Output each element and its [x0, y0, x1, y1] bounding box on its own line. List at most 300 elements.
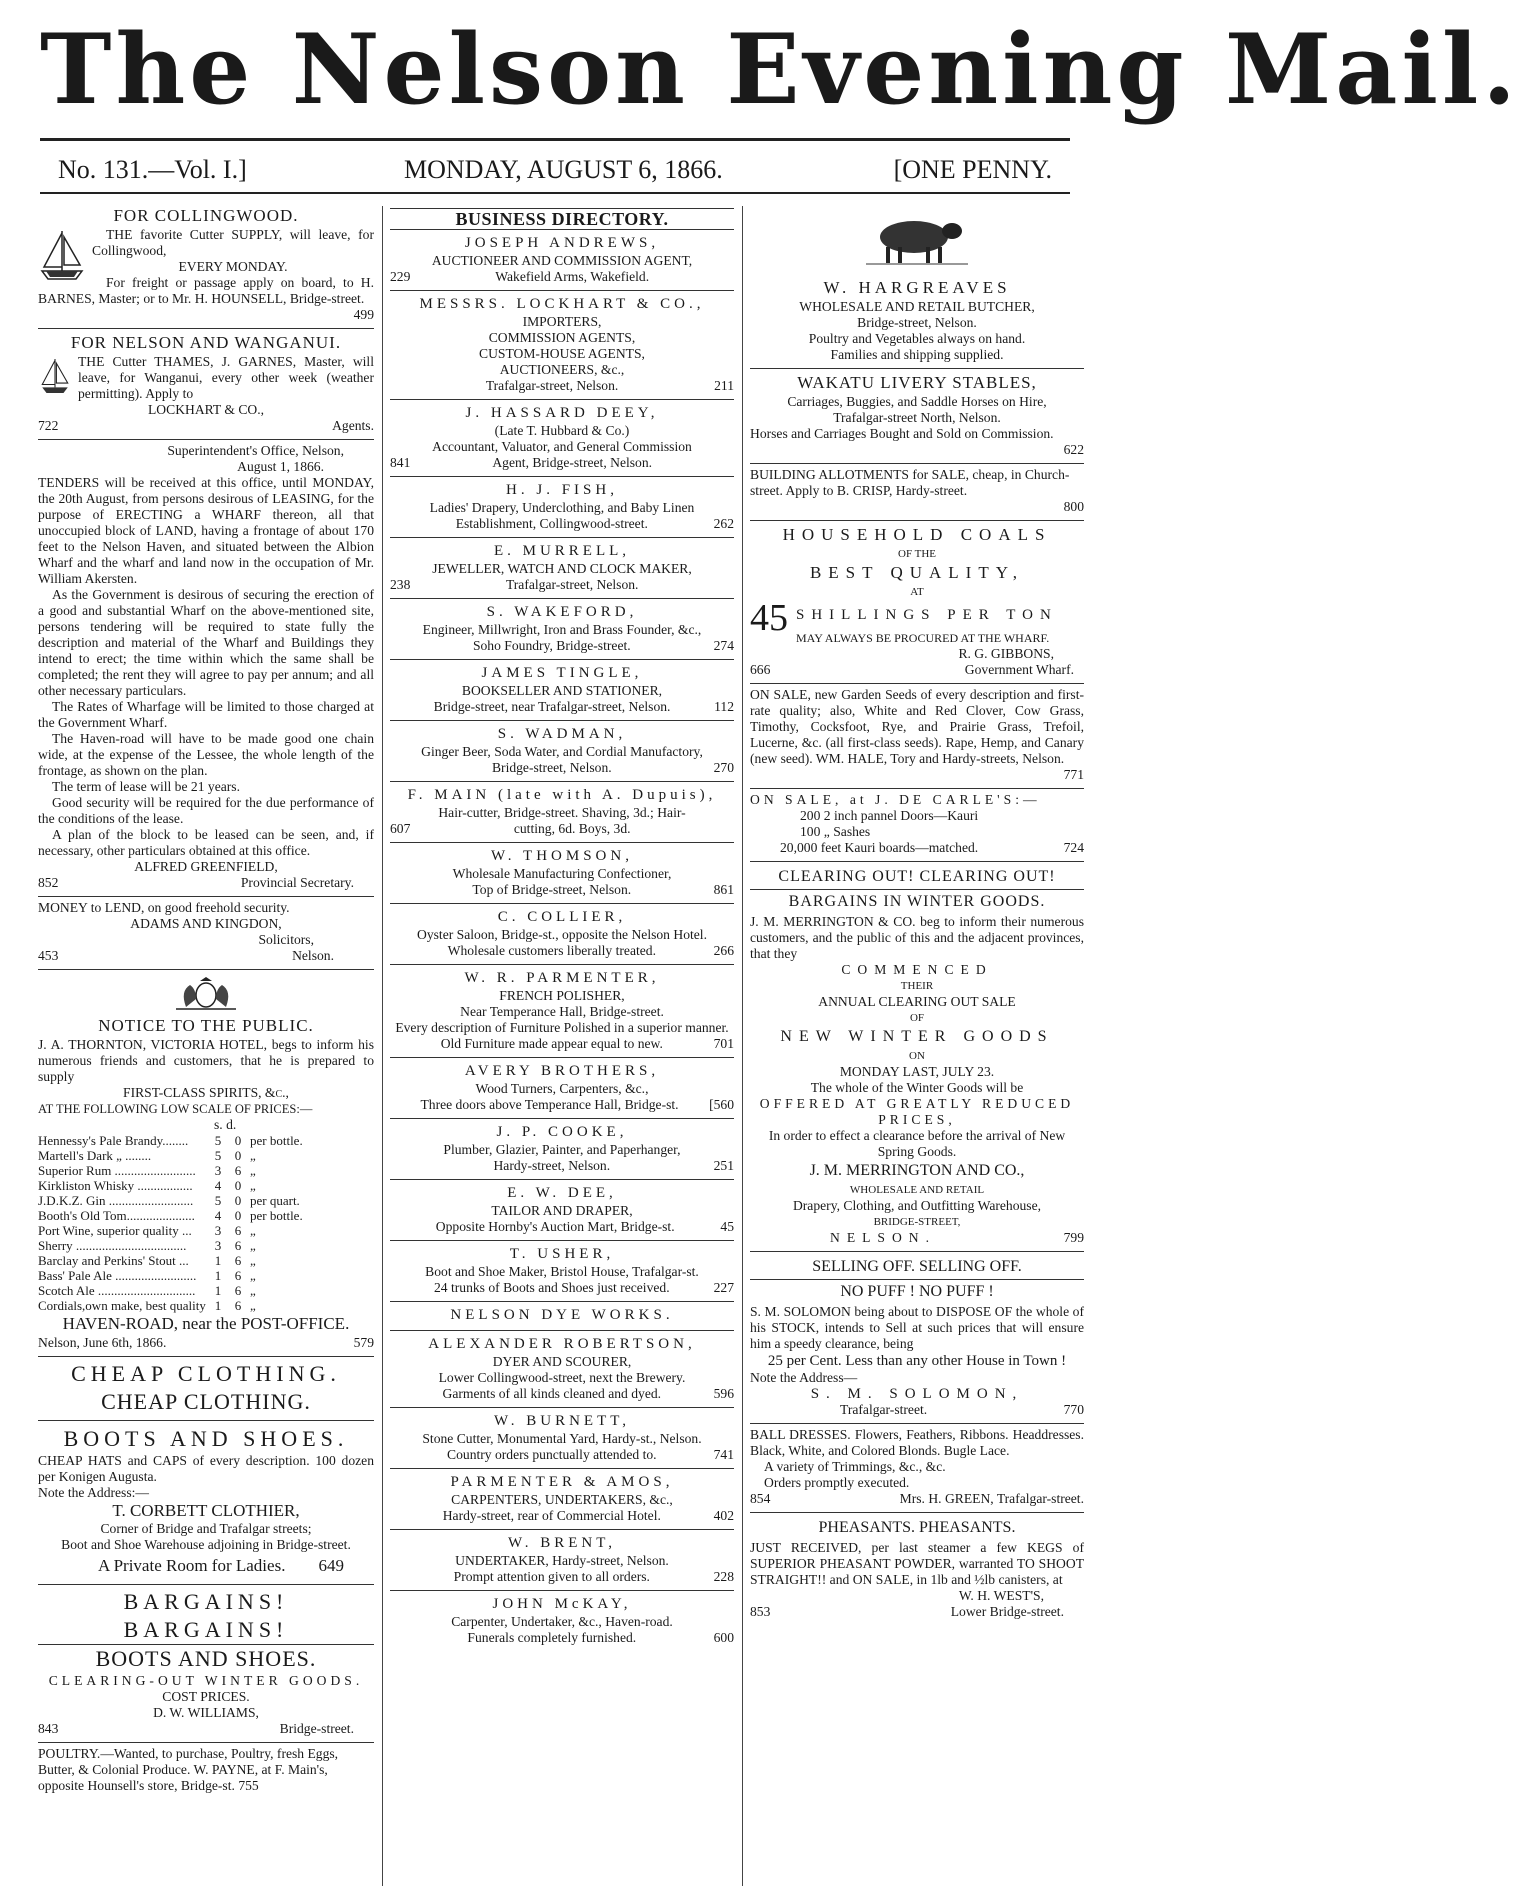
clothing-title-3: BOOTS AND SHOES.: [38, 1420, 374, 1453]
price-row: [38, 1163, 374, 1178]
merrington-drapery: Drapery, Clothing, and Outfitting Warehouse,: [792, 1198, 1042, 1213]
directory-entry-line: Wholesale Manufacturing Confectioner,: [452, 866, 672, 881]
sailing-ship-icon: [38, 354, 72, 398]
business-directory: [390, 230, 734, 1651]
directory-entry-ref: 861: [713, 882, 734, 897]
ad-heading: WAKATU LIVERY STABLES,: [797, 373, 1037, 392]
ad-body: MONEY to LEND, on good freehold security.: [38, 900, 290, 915]
ad-collingwood: [38, 202, 374, 329]
ad-body: ON SALE, new Garden Seeds of every description and first-rate quality; also, White and Red Clover, Cow Grass, Timothy, Cocksfoot, Rye, and Prairie Grass, Trefoil, Lucerne, &c. (all first-class seeds). Rape, Hemp, and Canary (new seed). WM. HALE, Tory and Hardy-streets, Nelson.: [750, 687, 1084, 766]
price-row: [38, 1253, 374, 1268]
price-unit: „: [250, 1178, 256, 1193]
merrington-commenced: COMMENCED: [841, 962, 993, 977]
merrington-of: OF: [909, 1012, 925, 1024]
directory-entry-line: UNDERTAKER, Hardy-street, Nelson.: [455, 1553, 669, 1568]
directory-entry: [390, 1591, 734, 1651]
directory-entry-line: JEWELLER, WATCH AND CLOCK MAKER,: [432, 561, 692, 576]
ad-dresses: [750, 1424, 1084, 1513]
tender-p3: The Rates of Wharfage will be limited to those charged at the Government Wharf.: [38, 699, 374, 730]
price-item: Hennessy's Pale Brandy........: [38, 1133, 189, 1148]
price-item: Sherry ..................................: [38, 1238, 187, 1253]
notice-scale: AT THE FOLLOWING LOW SCALE OF PRICES:—: [38, 1102, 313, 1116]
ad-ref: 724: [1063, 840, 1084, 855]
directory-entry-name: E. MURRELL,: [493, 543, 631, 559]
price-unit: „: [250, 1298, 256, 1313]
ad-ref: 499: [353, 307, 374, 322]
directory-entry-line: Hair-cutter, Bridge-street. Shaving, 3d.; Hair-: [438, 805, 686, 820]
tender-p1: TENDERS will be received at this office, until MONDAY, the 20th August, from persons desirous of LEASING, for the purpose of ERECTING a WHARF thereon, all that unoccupied block of LAND, having a frontage of about 170 feet to the Nelson Haven, and situated between the Albion Wharf and the wharf and land now in the occupation of Mr. William Akersten.: [38, 475, 374, 586]
directory-entry: [390, 400, 734, 477]
coals-title-2: OF THE: [898, 548, 936, 560]
price-shillings: 3: [214, 1238, 222, 1253]
masthead-title: The Nelson Evening Mail.: [40, 13, 1520, 126]
coals-title-6: MAY ALWAYS BE PROCURED AT THE WHARF.: [796, 631, 1050, 645]
ad-ref: 453: [38, 948, 59, 963]
price-item: Cordials,own make, best quality: [38, 1298, 206, 1313]
ad-body: THE Cutter THAMES, J. GARNES, Master, will leave, for Wanganui, every other week (weather permitting). Apply to: [78, 354, 374, 401]
bargains-title-2: BOOTS AND SHOES.: [38, 1644, 374, 1673]
ad-firm: ADAMS AND KINGDON,: [130, 916, 282, 931]
directory-entry-address: 24 trunks of Boots and Shoes just received.: [434, 1280, 670, 1295]
price-item: J.D.K.Z. Gin ..........................: [38, 1193, 194, 1208]
ad-body: S. M. SOLOMON being about to DISPOSE OF the whole of his STOCK, intends to Sell at such prices that will ensure him a speedy clearance, being: [750, 1304, 1084, 1351]
price-pence: 6: [234, 1238, 242, 1253]
dresses-line-3: Orders promptly executed.: [764, 1475, 910, 1490]
directory-entry-line: Oyster Saloon, Bridge-st., opposite the Nelson Hotel.: [417, 927, 707, 942]
price-unit: „: [250, 1163, 256, 1178]
merrington-monday: MONDAY LAST, JULY 23.: [839, 1064, 995, 1079]
ad-seeds: [750, 684, 1084, 789]
price-pence: 0: [234, 1148, 242, 1163]
ad-butcher: [750, 202, 1084, 369]
ad-heading: PHEASANTS. PHEASANTS.: [818, 1519, 1016, 1536]
directory-entry-address: Agent, Bridge-street, Nelson.: [492, 455, 653, 470]
ad-body: ON SALE, at J. DE CARLE'S:—: [750, 792, 1041, 807]
directory-entry-name: T. USHER,: [509, 1246, 615, 1262]
directory-entry: [390, 1058, 734, 1119]
price-shillings: 1: [214, 1283, 222, 1298]
price-shillings: 3: [214, 1163, 222, 1178]
business-directory-title: BUSINESS DIRECTORY.: [390, 208, 734, 230]
directory-entry: [390, 599, 734, 660]
price-row: [38, 1208, 374, 1223]
ad-heading: FOR COLLINGWOOD.: [113, 206, 299, 225]
price-row: [38, 1193, 374, 1208]
clothing-title-2: CHEAP CLOTHING.: [101, 1389, 311, 1414]
price-row: [38, 1283, 374, 1298]
directory-entry-name: F. MAIN (late with A. Dupuis),: [407, 787, 717, 803]
ad-body: CHEAP HATS and CAPS of every description. 100 dozen per Konigen Augusta.: [38, 1453, 374, 1484]
directory-entry-ref: 228: [713, 1569, 734, 1584]
ad-tenders: [38, 440, 374, 897]
directory-entry-ref: [560: [709, 1097, 734, 1112]
directory-entry-line: COMMISSION AGENTS,: [488, 330, 636, 345]
price-shillings: 5: [214, 1133, 222, 1148]
column-left: [38, 202, 374, 1898]
livery-line-3: Horses and Carriages Bought and Sold on Commission.: [750, 426, 1054, 441]
solomon-name: S. M. SOLOMON,: [810, 1386, 1024, 1402]
price-pence: 6: [234, 1223, 242, 1238]
directory-entry-address: Opposite Hornby's Auction Mart, Bridge-st.: [435, 1219, 675, 1234]
ad-ref: 854: [750, 1491, 771, 1506]
directory-entry-ref: 262: [713, 516, 734, 531]
price-item: Barclay and Perkins' Stout ...: [38, 1253, 189, 1268]
ad-agent: LOCKHART & CO.,: [148, 402, 264, 417]
directory-entry-address: Three doors above Temperance Hall, Bridge-st.: [420, 1097, 679, 1112]
directory-entry-ref: 607: [390, 821, 411, 836]
ad-body: J. M. MERRINGTON & CO. beg to inform their numerous customers, and the public of this and the adjacent provinces, that they: [750, 914, 1084, 961]
directory-entry: [390, 782, 734, 843]
price-unit: „: [250, 1253, 256, 1268]
ad-place: Nelson.: [292, 948, 334, 963]
directory-entry-address: Hardy-street, Nelson.: [493, 1158, 611, 1173]
livery-line-2: Trafalgar-street North, Nelson.: [833, 410, 1001, 425]
directory-entry-address: Garments of all kinds cleaned and dyed.: [442, 1386, 662, 1401]
directory-entry-address: Prompt attention given to all orders.: [453, 1569, 650, 1584]
ad-heading: NOTICE TO THE PUBLIC.: [98, 1016, 314, 1035]
directory-entry: [390, 1180, 734, 1241]
ad-poultry: [38, 1743, 374, 1799]
ad-notice: [38, 970, 374, 1357]
price-item: Booth's Old Tom.....................: [38, 1208, 195, 1223]
issue-number: No. 131.—Vol. I.]: [58, 155, 247, 184]
directory-entry-ref: 741: [713, 1447, 734, 1462]
directory-entry-name: C. COLLIER,: [497, 909, 627, 925]
ad-livery: [750, 369, 1084, 464]
price-unit: „: [250, 1268, 256, 1283]
ad-wanganui: [38, 329, 374, 440]
directory-entry-ref: 600: [713, 1630, 734, 1645]
ad-body: BUILDING ALLOTMENTS for SALE, cheap, in Church-street. Apply to B. CRISP, Hardy-street.: [750, 467, 1070, 498]
directory-entry-line: AUCTIONEERS, &c.,: [499, 362, 625, 377]
directory-entry-line: TAILOR AND DRAPER,: [491, 1203, 633, 1218]
clothing-name: T. CORBETT CLOTHIER,: [112, 1501, 300, 1520]
clothing-addr-2: Boot and Shoe Warehouse adjoining in Bridge-street.: [61, 1537, 351, 1552]
tender-role: Provincial Secretary.: [240, 875, 354, 890]
directory-entry-line: Every description of Furniture Polished in a superior manner.: [395, 1020, 729, 1035]
price-row: [38, 1238, 374, 1253]
directory-entry-ref: 270: [713, 760, 734, 775]
column-middle: [390, 202, 734, 1898]
directory-entry-line: Plumber, Glazier, Painter, and Paperhanger,: [443, 1142, 681, 1157]
directory-entry: [390, 721, 734, 782]
clothing-private: A Private Room for Ladies.: [98, 1556, 286, 1575]
coals-title-1: HOUSEHOLD COALS: [782, 525, 1052, 544]
notice-sd: s. d.: [214, 1117, 237, 1132]
solomon-pct: 25 per Cent. Less than any other House in Town !: [767, 1353, 1067, 1369]
merrington-new-winter: NEW WINTER GOODS: [780, 1028, 1054, 1045]
price-row: [38, 1268, 374, 1283]
directory-entry-line: Boot and Shoe Maker, Bristol House, Trafalgar-st.: [425, 1264, 699, 1279]
ad-ref: 649: [318, 1556, 344, 1575]
butcher-name: W. HARGREAVES: [823, 278, 1011, 297]
ad-coals: [750, 521, 1084, 684]
directory-entry-line: IMPORTERS,: [522, 314, 602, 329]
price-item: Port Wine, superior quality ...: [38, 1223, 192, 1238]
tender-office: Superintendent's Office, Nelson,: [167, 443, 344, 458]
price-unit: per bottle.: [250, 1133, 303, 1148]
merrington-order: In order to effect a clearance before the arrival of New Spring Goods.: [768, 1128, 1066, 1159]
directory-entry-ref: 112: [714, 699, 734, 714]
directory-entry-name: E. W. DEE,: [507, 1185, 617, 1201]
ad-ref: 800: [1063, 499, 1084, 514]
merrington-street: BRIDGE-STREET,: [873, 1216, 961, 1228]
directory-entry: [390, 965, 734, 1058]
directory-entry-name: PARMENTER & AMOS,: [450, 1474, 674, 1490]
ad-body: POULTRY.—Wanted, to purchase, Poultry, fresh Eggs, Butter, & Colonial Produce. W. PAYNE, at F. Main's, opposite Hounsell's store, Bridge-st.: [38, 1746, 339, 1793]
merrington-title-2: BARGAINS IN WINTER GOODS.: [750, 889, 1084, 914]
directory-entry-address: Wholesale customers liberally treated.: [447, 943, 656, 958]
coals-title-3: BEST QUALITY,: [809, 563, 1025, 582]
directory-entry-name: JOSEPH ANDREWS,: [464, 235, 660, 251]
ad-solomon: [750, 1252, 1084, 1424]
ad-body: JUST RECEIVED, per last steamer a few KEGS of SUPERIOR PHEASANT POWDER, warranted TO SHOOT STRAIGHT!! and ON SALE, in 1lb and ½lb canisters, at: [750, 1540, 1084, 1587]
coals-role: Government Wharf.: [964, 662, 1074, 677]
ad-ref: 755: [238, 1778, 259, 1793]
directory-entry-name: AVERY BROTHERS,: [464, 1063, 660, 1079]
merrington-ws: WHOLESALE AND RETAIL: [849, 1184, 985, 1196]
directory-entry-address: Hardy-street, rear of Commercial Hotel.: [442, 1508, 661, 1523]
tender-p5: The term of lease will be 21 years.: [52, 779, 240, 794]
price-shillings: 5: [214, 1193, 222, 1208]
directory-entry-name: H. J. FISH,: [506, 482, 618, 498]
directory-entry-line: Lower Collingwood-street, next the Brewery.: [438, 1370, 686, 1385]
coals-name: R. G. GIBBONS,: [958, 646, 1054, 661]
dateline-rule: [40, 192, 1070, 194]
tender-p2: As the Government is desirous of securing the erection of a good and substantial Wharf on the above-mentioned site, persons tendering will be required to state fully the description and material of the Wharf and Buildings they intend to erect; the time within which the same shall be completed; the rent they will agree to pay per annum; and all other necessary particulars.: [38, 587, 374, 698]
directory-entry: [390, 538, 734, 599]
price-item: Martell's Dark „ ........: [38, 1148, 152, 1163]
ad-ref: 722: [38, 418, 59, 433]
directory-entry-line: (Late T. Hubbard & Co.): [494, 423, 630, 438]
ad-pheasants: [750, 1513, 1084, 1625]
merrington-annual: ANNUAL CLEARING OUT SALE: [818, 994, 1016, 1009]
price-unit: „: [250, 1283, 256, 1298]
ad-ref: 771: [1063, 767, 1084, 782]
ad-merrington: [750, 862, 1084, 1252]
directory-entry-name: MESSRS. LOCKHART & CO.,: [419, 296, 705, 312]
merrington-firm: J. M. MERRINGTON AND CO.,: [809, 1162, 1025, 1179]
carles-line-2: 100 „ Sashes: [800, 824, 871, 839]
directory-entry: [390, 1408, 734, 1469]
butcher-line-2: Bridge-street, Nelson.: [857, 315, 977, 330]
price-shillings: 4: [214, 1208, 222, 1223]
directory-entry-address: Soho Foundry, Bridge-street.: [472, 638, 631, 653]
price-shillings: 1: [214, 1253, 222, 1268]
directory-entry-name: S. WAKEFORD,: [486, 604, 638, 620]
merrington-whole: The whole of the Winter Goods will be: [810, 1080, 1024, 1095]
directory-entry-ref: 701: [713, 1036, 734, 1051]
royal-arms-icon: [166, 977, 246, 1011]
butcher-line-1: WHOLESALE AND RETAIL BUTCHER,: [799, 299, 1035, 314]
ad-ref: 852: [38, 875, 59, 890]
sheep-icon: [862, 211, 972, 267]
price-pence: 6: [234, 1253, 242, 1268]
directory-entry-line: Near Temperance Hall, Bridge-street.: [460, 1004, 664, 1019]
livery-line-1: Carriages, Buggies, and Saddle Horses on Hire,: [787, 394, 1047, 409]
dresses-name: Mrs. H. GREEN, Trafalgar-street.: [899, 1491, 1084, 1506]
directory-entry-name: S. WADMAN,: [497, 726, 627, 742]
directory-entry-ref: 227: [713, 1280, 734, 1295]
price-pence: 0: [234, 1208, 242, 1223]
directory-entry-address: Country orders punctually attended to.: [447, 1447, 657, 1462]
merrington-offered: OFFERED AT GREATLY REDUCED PRICES,: [759, 1096, 1075, 1127]
directory-entry: [390, 843, 734, 904]
ad-money: [38, 897, 374, 970]
ad-body: THE favorite Cutter SUPPLY, will leave, for Collingwood,: [92, 227, 374, 258]
ad-allotments: [750, 464, 1084, 521]
directory-entry-address: Funerals completely furnished.: [467, 1630, 637, 1645]
column-right: [750, 202, 1084, 1898]
price-unit: „: [250, 1148, 256, 1163]
pheasants-name: W. H. WEST'S,: [958, 1588, 1044, 1603]
ad-decarle: [750, 789, 1084, 862]
directory-entry: [390, 1530, 734, 1591]
directory-entry-address: Trafalgar-street, Nelson.: [485, 378, 619, 393]
price-row: [38, 1148, 374, 1163]
directory-entry-line: BOOKSELLER AND STATIONER,: [461, 683, 663, 698]
directory-entry-address: Bridge-street, near Trafalgar-street, Nelson.: [433, 699, 671, 714]
directory-entry: [390, 477, 734, 538]
directory-entry-name: W. R. PARMENTER,: [464, 970, 660, 986]
price-item: Kirkliston Whisky .................: [38, 1178, 193, 1193]
column-divider: [742, 206, 743, 1886]
price-shillings: 4: [214, 1178, 222, 1193]
merrington-town: NELSON.: [830, 1230, 937, 1245]
price-pence: 6: [234, 1163, 242, 1178]
directory-entry-ref: 45: [720, 1219, 734, 1234]
price-unit: per quart.: [250, 1193, 300, 1208]
price-item: Bass' Pale Ale .........................: [38, 1268, 197, 1283]
ad-day: EVERY MONDAY.: [178, 259, 288, 274]
notice-address: HAVEN-ROAD, near the POST-OFFICE.: [62, 1314, 350, 1333]
ad-body: J. A. THORNTON, VICTORIA HOTEL, begs to inform his numerous friends and customers, that he is prepared to supply: [38, 1037, 374, 1084]
directory-entry-name: W. BURNETT,: [493, 1413, 631, 1429]
butcher-line-3: Poultry and Vegetables always on hand.: [808, 331, 1026, 346]
coals-price: 45: [750, 597, 788, 639]
clothing-title-1: CHEAP CLOTHING.: [71, 1361, 341, 1386]
clothing-addr-1: Corner of Bridge and Trafalgar streets;: [100, 1521, 312, 1536]
sailing-ship-icon: [38, 227, 86, 283]
directory-entry-name: W. BRENT,: [507, 1535, 617, 1551]
merrington-title-1: CLEARING OUT! CLEARING OUT!: [778, 868, 1056, 885]
price-item: Superior Rum .........................: [38, 1163, 196, 1178]
ad-ref: 622: [1063, 442, 1084, 457]
directory-entry-address: Top of Bridge-street, Nelson.: [472, 882, 632, 897]
price-list: [38, 1133, 374, 1313]
column-divider: [382, 206, 383, 1886]
directory-entry-line: Engineer, Millwright, Iron and Brass Founder, &c.,: [422, 622, 702, 637]
directory-entry-ref: 251: [713, 1158, 734, 1173]
dateline: [40, 150, 1070, 190]
bargains-name: D. W. WILLIAMS,: [153, 1705, 259, 1720]
issue-date: MONDAY, AUGUST 6, 1866.: [404, 155, 723, 184]
directory-entry-ref: 211: [714, 378, 734, 393]
directory-entry: [390, 291, 734, 400]
directory-entry: [390, 660, 734, 721]
ad-role: Solicitors,: [258, 932, 314, 947]
directory-entry-line: DYER AND SCOURER,: [492, 1354, 632, 1369]
price-shillings: 1: [214, 1268, 222, 1283]
clothing-note: Note the Address:—: [38, 1485, 149, 1500]
tender-signed: ALFRED GREENFIELD,: [134, 859, 278, 874]
directory-entry-line: FRENCH POLISHER,: [499, 988, 625, 1003]
directory-entry: [390, 1469, 734, 1530]
directory-entry: [390, 1119, 734, 1180]
directory-entry-ref: 229: [390, 269, 411, 284]
ad-body: CLEARING-OUT WINTER GOODS.: [48, 1673, 364, 1688]
solomon-title-1: SELLING OFF. SELLING OFF.: [812, 1258, 1022, 1275]
directory-entry-ref: 402: [713, 1508, 734, 1523]
directory-entry-ref: 596: [713, 1386, 734, 1401]
ad-ref: 843: [38, 1721, 59, 1736]
ad-heading: FOR NELSON AND WANGANUI.: [70, 333, 342, 352]
price-pence: 6: [234, 1283, 242, 1298]
directory-entry-line: Stone Cutter, Monumental Yard, Hardy-st., Nelson.: [422, 1431, 702, 1446]
solomon-street: Trafalgar-street.: [840, 1402, 928, 1417]
ad-agents-label: Agents.: [332, 418, 374, 433]
price-row: [38, 1133, 374, 1148]
ad-ref: 666: [750, 662, 771, 677]
directory-entry-line: AUCTIONEER AND COMMISSION AGENT,: [431, 253, 693, 268]
ad-clothing: [38, 1357, 374, 1585]
bargains-cost: COST PRICES.: [162, 1689, 250, 1704]
ad-ref: 853: [750, 1604, 771, 1619]
price-pence: 0: [234, 1133, 242, 1148]
price-pence: 0: [234, 1178, 242, 1193]
tender-p6: Good security will be required for the due performance of the conditions of the lease.: [38, 795, 374, 826]
price-shillings: 5: [214, 1148, 222, 1163]
price-unit: per bottle.: [250, 1208, 303, 1223]
directory-entry-name: J. P. COOKE,: [496, 1124, 628, 1140]
directory-entry-address: Trafalgar-street, Nelson.: [505, 577, 639, 592]
price-row: [38, 1223, 374, 1238]
notice-dated: Nelson, June 6th, 1866.: [38, 1335, 167, 1350]
ad-bargains: [38, 1585, 374, 1743]
directory-entry-ref: 266: [713, 943, 734, 958]
carles-line-3: 20,000 feet Kauri boards—matched.: [780, 840, 979, 855]
ad-body-2: For freight or passage apply on board, to H. BARNES, Master; or to Mr. H. HOUNSELL, Bridge-street.: [38, 275, 374, 306]
tender-p4: The Haven-road will have to be made good one chain wide, at the expense of the Lessee, the whole length of the frontage, as shown on the plan.: [38, 731, 374, 778]
coals-title-4: AT: [910, 586, 924, 598]
directory-entry-name: JAMES TINGLE,: [481, 665, 643, 681]
pheasants-street: Lower Bridge-street.: [950, 1604, 1064, 1619]
bargains-title-1: BARGAINS! BARGAINS!: [123, 1589, 289, 1642]
butcher-line-4: Families and shipping supplied.: [830, 347, 1004, 362]
directory-entry-line: Ginger Beer, Soda Water, and Cordial Manufactory,: [421, 744, 703, 759]
directory-entry-ref: 841: [390, 455, 411, 470]
notice-spirits: FIRST-CLASS SPIRITS, &c.,: [123, 1085, 289, 1100]
price-shillings: 1: [214, 1298, 222, 1313]
directory-entry-name: NELSON DYE WORKS.: [450, 1307, 674, 1323]
price-row: [38, 1178, 374, 1193]
directory-entry-address: Bridge-street, Nelson.: [491, 760, 612, 775]
directory-entry: [390, 1331, 734, 1408]
directory-entry-name: ALEXANDER ROBERTSON,: [428, 1336, 696, 1352]
merrington-their: THEIR: [900, 980, 934, 992]
directory-entry: [390, 230, 734, 291]
tender-p7: A plan of the block to be leased can be seen, and, if necessary, other particulars obtained at this office.: [38, 827, 374, 858]
price-pence: 0: [234, 1193, 242, 1208]
directory-entry-name: W. THOMSON,: [491, 848, 633, 864]
price-unit: „: [250, 1238, 256, 1253]
price-unit: „: [250, 1223, 256, 1238]
ad-ref: 770: [1063, 1402, 1084, 1417]
directory-entry-line: CUSTOM-HOUSE AGENTS,: [479, 346, 645, 361]
tender-date: August 1, 1866.: [237, 459, 324, 474]
dresses-line-2: A variety of Trimmings, &c., &c.: [764, 1459, 946, 1474]
directory-entry-line: Wood Turners, Carpenters, &c.,: [475, 1081, 649, 1096]
